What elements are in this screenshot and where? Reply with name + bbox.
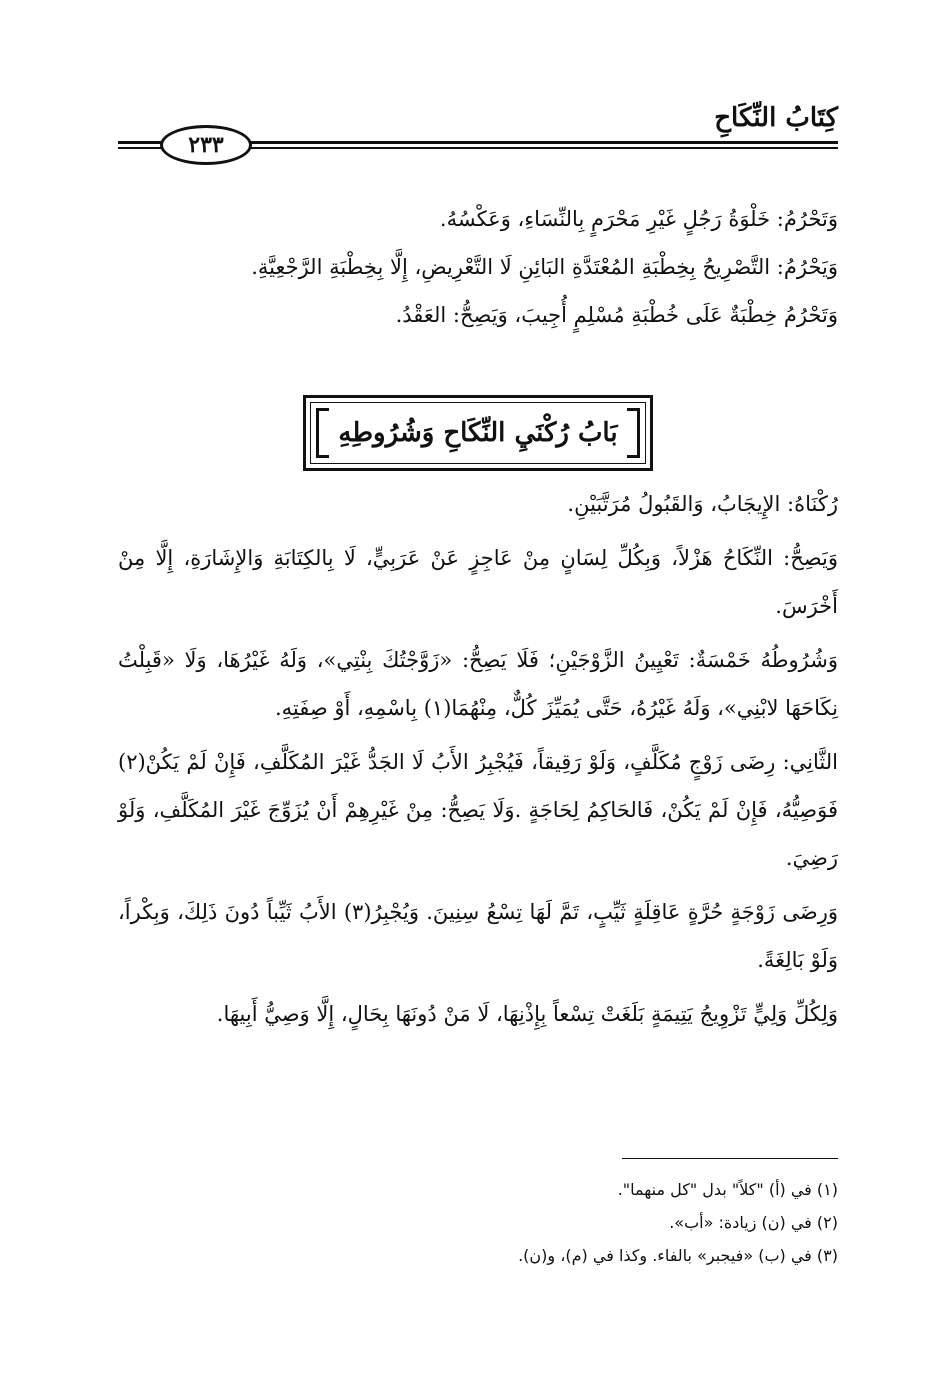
top-text <box>118 195 838 339</box>
paragraph: وَتَحْرُمُ خِطْبَةٌ عَلَى خُطْبَةِ مُسْلِمٍ أُجِيبَ، وَيَصِحُّ: العَقْدُ. <box>395 303 838 327</box>
paragraph: وَرِضَى زَوْجَةٍ حُرَّةٍ عَاقِلَةٍ ثَيِّبٍ، تَمَّ لَهَا تِسْعُ سِنِينَ. وَيُجْبِرُ(٣) الأَبُ ثَيِّباً دُونَ ذَلِكَ، وَبِكْراً، وَلَوْ بَالِغَةً. <box>118 900 838 972</box>
chapter-heading-frame <box>303 395 653 471</box>
paragraph: وَيَحْرُمُ: التَّصْرِيحُ بِخِطْبَةِ المُعْتَدَّةِ البَائِنِ لَا التَّعْرِيضِ، إِلَّا بِخِطْبَةِ الرَّجْعِيَّةِ. <box>251 255 838 279</box>
paragraph: وَلِكُلِّ وَلِيٍّ تَزْوِيجُ يَتِيمَةٍ بَلَغَتْ تِسْعاً بِإِذْنِهَا، لَا مَنْ دُونَهَا بِحَالٍ، إِلَّا وَصِيُّ أَبِيهَا. <box>216 1002 838 1026</box>
footnote: (٣) في (ب) «فيجبر» بالفاء. وكذا في (م)، و(ن). <box>518 1246 838 1265</box>
footnote-separator <box>622 1158 838 1159</box>
paragraph: الثَّانِي: رِضَى زَوْجٍ مُكَلَّفٍ، وَلَوْ رَقِيقاً، فَيُجْبِرُ الأَبُ لَا الجَدُّ غَيْرَ المُكَلَّفِ، فَإِنْ لَمْ يَكُنْ(٢) فَوَصِيُّهُ، فَإِنْ لَمْ يَكُنْ، فَالحَاكِمُ لِحَاجَةٍ .وَلَا يَصِحُّ: مِنْ غَيْرِهِمْ أَنْ يُزَوِّجَ غَيْرَ المُكَلَّفِ، وَلَوْ رَضِيَ. <box>118 750 838 870</box>
footnote: (١) في (أ) "كلاً" بدل "كل منهما". <box>617 1180 838 1199</box>
chapter-heading: بَابُ رُكْنَيِ النِّكَاحِ وَشُرُوطِهِ <box>338 418 618 448</box>
paragraph: وَتَحْرُمُ: خَلْوَةُ رَجُلٍ غَيْرِ مَحْرَمٍ بِالنِّسَاءِ، وَعَكْسُهُ. <box>439 207 838 231</box>
paragraph: وَيَصِحُّ: النِّكَاحُ هَزْلاً، وَبِكُلِّ لِسَانٍ مِنْ عَاجِزٍ عَنْ عَرَبِيٍّ، لَا بِالكِتَابَةِ وَالإِشَارَةِ، إِلَّا مِنْ أَخْرَسَ. <box>118 546 838 618</box>
body-text <box>118 480 838 1038</box>
footnotes <box>118 1173 838 1272</box>
frame-bracket <box>316 408 329 458</box>
paragraph: وَشُرُوطُهُ خَمْسَةٌ: تَعْيِينُ الزَّوْجَيْنِ؛ فَلَا يَصِحُّ: «زَوَّجْتُكَ بِنْتِي»، وَلَهُ غَيْرُهَا، وَلَا «قَبِلْتُ نِكَاحَهَا لابْنِي»، وَلَهُ غَيْرُهُ، حَتَّى يُمَيِّزَ كُلٌّ، مِنْهُمَا(١) بِاسْمِهِ، أَوْ صِفَتِهِ. <box>118 648 838 720</box>
header-title: كِتَابُ النِّكَاحِ <box>714 103 838 133</box>
page-number: ٢٣٣ <box>160 125 252 165</box>
footnote: (٢) في (ن) زيادة: «أب». <box>669 1213 838 1232</box>
paragraph: رُكْنَاهُ: الإِيجَابُ، وَالقَبُولُ مُرَتَّبَيْنِ. <box>567 492 838 516</box>
book-page <box>118 95 838 1295</box>
frame-bracket <box>627 408 640 458</box>
